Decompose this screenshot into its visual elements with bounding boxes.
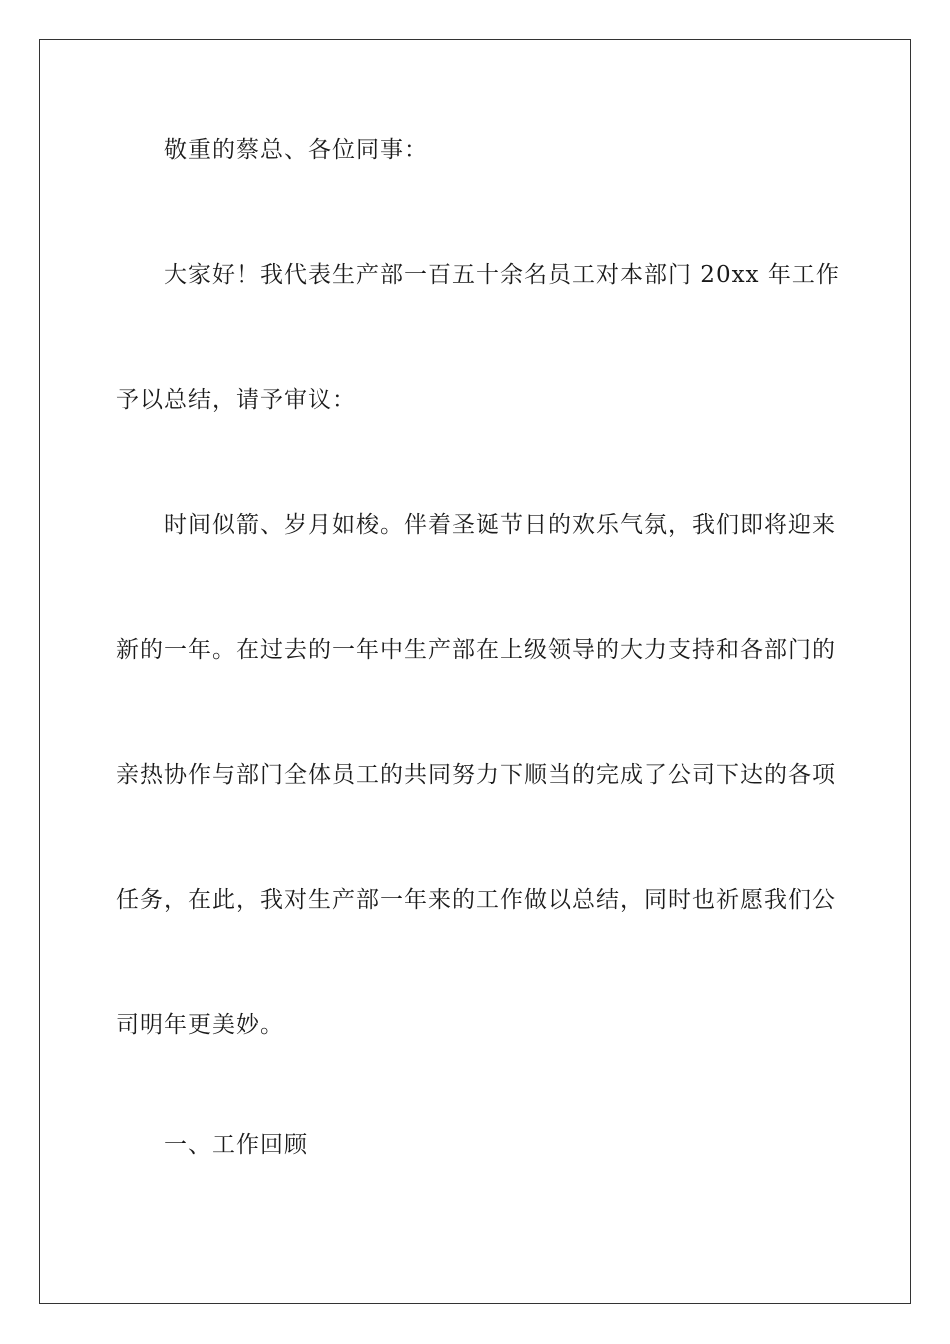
page-frame [39, 39, 911, 1304]
paragraph-line: 司明年更美妙。 [116, 1012, 284, 1038]
paragraph-line: 时间似箭、岁月如梭。伴着圣诞节日的欢乐气氛，我们即将迎来 [164, 512, 836, 538]
salutation: 敬重的蔡总、各位同事： [164, 137, 428, 163]
section-heading: 一、工作回顾 [164, 1132, 308, 1158]
paragraph-line: 新的一年。在过去的一年中生产部在上级领导的大力支持和各部门的 [116, 637, 836, 663]
paragraph-line: 亲热协作与部门全体员工的共同努力下顺当的完成了公司下达的各项 [116, 762, 836, 788]
paragraph-line: 大家好！我代表生产部一百五十余名员工对本部门 20xx 年工作 [164, 262, 840, 288]
paragraph-line: 予以总结，请予审议： [116, 387, 356, 413]
paragraph-line: 任务，在此，我对生产部一年来的工作做以总结，同时也祈愿我们公 [116, 887, 836, 913]
